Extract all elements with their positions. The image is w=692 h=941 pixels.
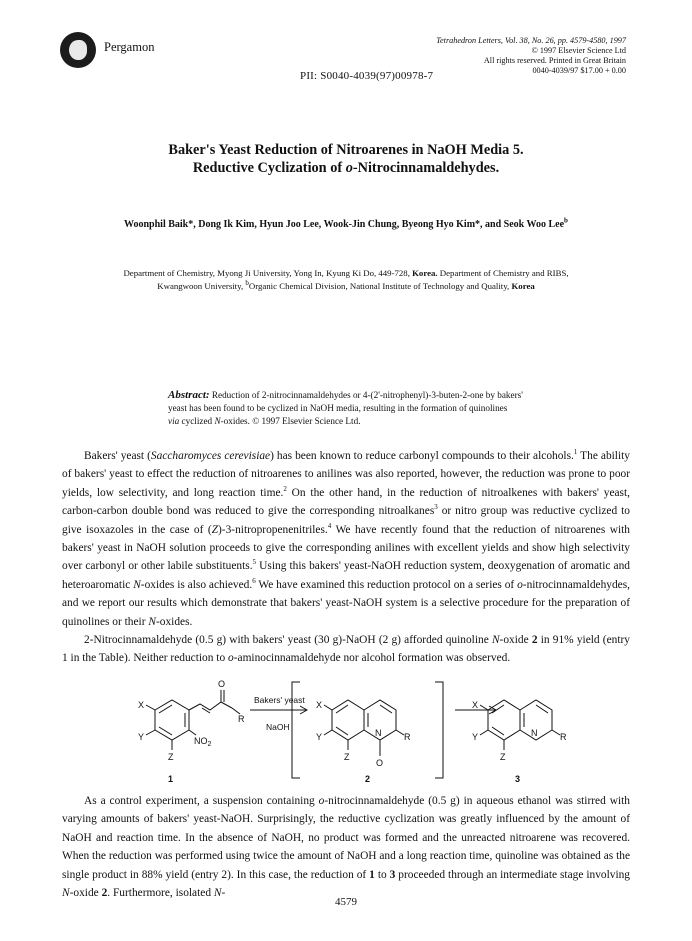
author-list: Woonphil Baik*, Dong Ik Kim, Hyun Joo Lee, Wook-Jin Chung, Byeong Hyo Kim*, and Seok Woo Lee$^b$ (124, 216, 568, 230)
publisher-name: Pergamon (104, 40, 155, 54)
title-line-2: Reductive Cyclization of o-Nitrocinnamaldehydes. (192, 160, 500, 176)
reaction-scheme (110, 678, 580, 786)
substituent-z: Z (168, 752, 174, 762)
title-line-1: Baker's Yeast Reduction of Nitroarenes in NaOH Media 5. (168, 142, 524, 158)
rights-line: All rights reserved. Printed in Great Britain (483, 56, 626, 65)
substituent-y: Y (138, 732, 145, 742)
issn-code: 0040-4039/97 $17.00 + 0.00 (532, 66, 626, 75)
svg-text:R: R (560, 732, 567, 742)
benzene-ring-1 (155, 700, 189, 740)
carbonyl-oxygen: O (218, 679, 226, 689)
affiliation-line-2: Kwangwoon University, $^b$Organic Chemical Division, National Institute of Technology and Quality, Korea (157, 279, 535, 291)
paragraph-result: 2-Nitrocinnamaldehyde (0.5 g) with bakers' yeast (30 g)-NaOH (2 g) afforded quinoline N-oxide 2 in 91% yield (entry 1 in the Table). Neither reduction to o-aminocinnamaldehyde nor alcohol formation was observed. (62, 634, 631, 665)
ring-nitrogen-2: N (375, 728, 382, 738)
abstract-label: Abstract: (168, 389, 210, 401)
compound-label-2: 2 (365, 774, 371, 784)
affiliation-line-1: Department of Chemistry, Myong Ji University, Yong In, Kyung Ki Do, 449-728, Korea. Department of Chemistry and RIBS, (123, 268, 569, 278)
compound-label-3: 3 (515, 774, 521, 784)
journal-citation: Tetrahedron Letters, Vol. 38, No. 26, pp. 4579-4580, 1997 (436, 36, 626, 45)
pii-identifier: PII: S0040-4039(97)00978-7 (300, 70, 434, 82)
pergamon-logo (60, 32, 96, 68)
reagent-naoh: NaOH (266, 722, 290, 732)
compound-label-1: 1 (168, 774, 174, 784)
svg-text:R: R (404, 732, 411, 742)
svg-text:X: X (316, 700, 323, 710)
ring-nitrogen-3: N (531, 728, 538, 738)
svg-text:Z: Z (344, 752, 350, 762)
substituent-r-1: R (238, 714, 245, 724)
reagent-yeast: Bakers' yeast (254, 695, 305, 705)
svg-text:X: X (472, 700, 479, 710)
paragraph-control: As a control experiment, a suspension containing o-nitrocinnamaldehyde (0.5 g) in aqueous ethanol was stirred with varying amounts of bakers' yeast-NaOH. Surprisingly, the reductive cyclization was greatly influenced by the amount of NaOH and reaction time. In the absence of NaOH, no product was formed and the unreacted nitroarene was recovered. When the reduction was performed using twice the amount of NaOH and a long reaction time, quinoline was obtained as the single product in 88% yield (entry 2). In this case, the reduction of 1 to 3 proceeded through an intermediate stage involving N-oxide 2. Furthermore, isolated N- (62, 795, 630, 900)
svg-text:Y: Y (472, 732, 479, 742)
paragraph-intro: Bakers' yeast (Saccharomyces cerevisiae) has been known to reduce carbonyl compounds to their alcohols.$^1$ The ability of bakers' yeast to effect the reduction of nitroarenes to anilines was also reported, however, the reduction was prone to poor yields, low selectivity, and long reaction time.$^2$ On the other hand, in the reduction of nitroalkenes with bakers' yeast, carbon-carbon double bond was reduced to give the corresponding nitroalkanes$^3$ or nitro group was reductive cyclized to give isoxazoles in the case of (Z)-3-nitropropenenitriles.$^4$ We have recently found that the reduction of nitroarenes with bakers' yeast in NaOH solution proceeds to give the corresponding anilines with excellent yields and show high selectivity over carbonyl or other labile substituents.$^5$ Using this bakers' yeast-NaOH reduction system, deoxygenation of aromatic and heteroaromatic N-oxides is also achieved.$^6$ We have examined this reduction protocol on a series of o-nitrocinnamaldehydes, and we report our results which demonstrate that bakers' yeast-NaOH system is a selective procedure for the preparation of quinolines or their N-oxides. 2-Nitrocinnamaldehyde (0.5 g) with bakers' yeast (30 g)-NaOH (2 g) afforded quinoline N-oxide 2 in 91% yield (entry 1 in the Table). Neither reduction to o-aminocinnamaldehyde nor alcohol formation was observed. (62, 447, 630, 668)
svg-text:Y: Y (316, 732, 323, 742)
n-oxide-oxygen: O (376, 758, 384, 768)
abstract-block: Abstract: Reduction of 2-nitrocinnamaldehydes or 4-(2'-nitrophenyl)-3-buten-2-one by bakers' yeast has been found to be cyclized in NaOH media, resulting in the formation of quinolines via cyclized N-oxides. © 1997 Elsevier Science Ltd. (168, 389, 523, 426)
page-number: 4579 (335, 896, 357, 908)
substituent-x: X (138, 700, 145, 710)
copyright-line: © 1997 Elsevier Science Ltd (531, 46, 626, 55)
svg-text:Z: Z (500, 752, 506, 762)
nitro-group: $NO_2$ (194, 736, 212, 748)
